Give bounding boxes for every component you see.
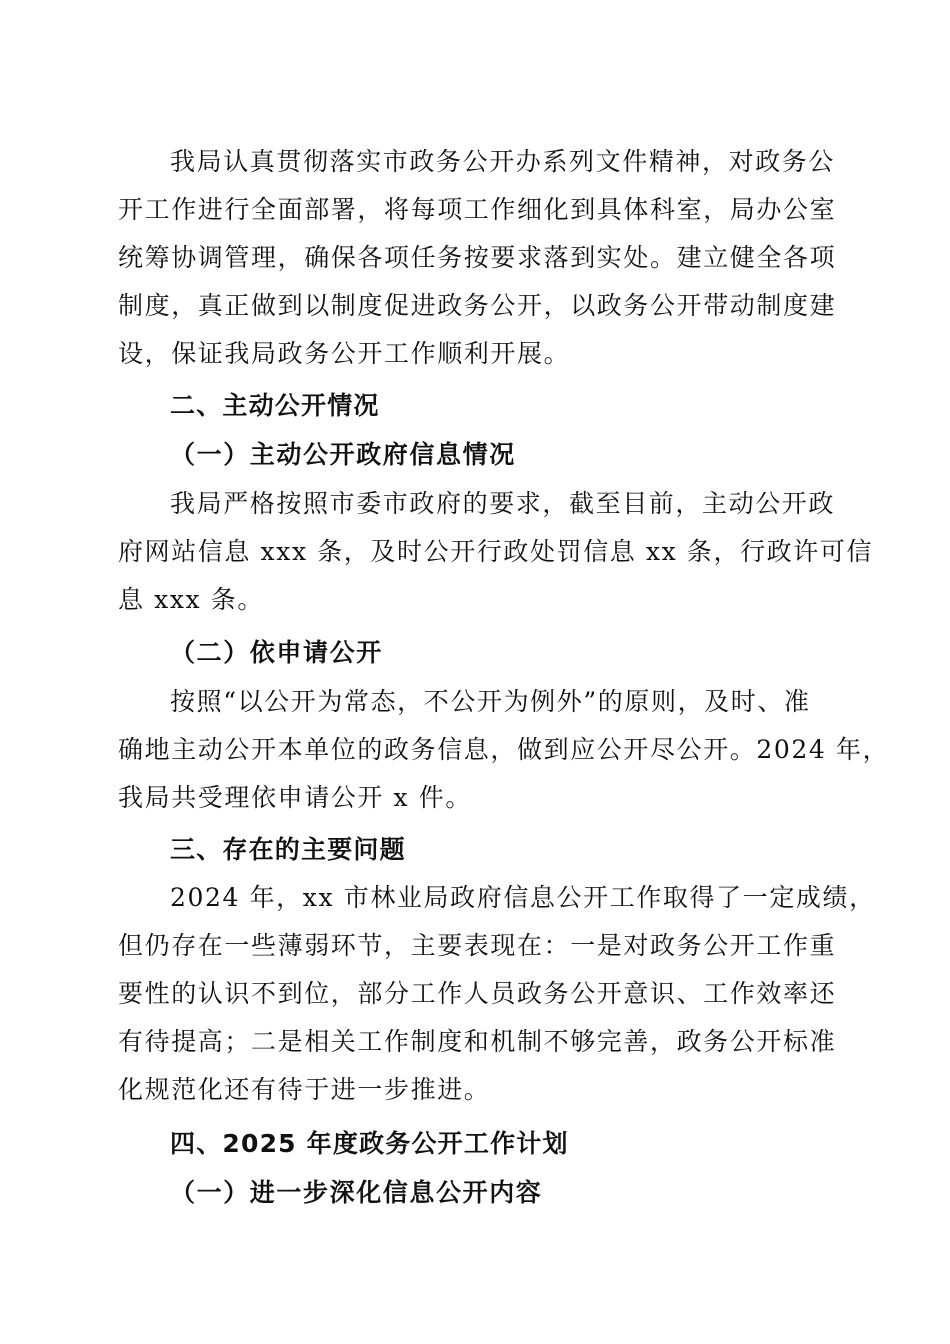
text-line: 息 xxx 条。 <box>118 585 264 614</box>
document-body <box>118 138 890 1218</box>
paragraph-main-problems <box>118 874 876 1114</box>
text-line: 但仍存在一些薄弱环节，主要表现在：一是对政务公开工作重 <box>118 931 837 960</box>
text-line: 制度，真正做到以制度促进政务公开，以政务公开带动制度建 <box>118 291 837 320</box>
text-line: 统筹协调管理，确保各项任务按要求落到实处。建立健全各项 <box>118 243 837 272</box>
text-line: 我局严格按照市委市政府的要求，截至目前，主动公开政 <box>170 489 836 518</box>
text-line: 我局共受理依申请公开 x 件。 <box>118 783 472 812</box>
text-line: 有待提高；二是相关工作制度和机制不够完善，政务公开标准 <box>118 1027 837 1056</box>
text-line: 我局认真贯彻落实市政务公开办系列文件精神，对政务公 <box>170 147 836 176</box>
text-line: 2024 年，xx 市林业局政府信息公开工作取得了一定成绩， <box>170 883 876 912</box>
paragraph-proactive-disclosure <box>118 480 874 624</box>
text-line: 开工作进行全面部署，将每项工作细化到具体科室，局办公室 <box>118 195 837 224</box>
subsection-heading-4-1: （一）进一步深化信息公开内容 <box>170 1178 543 1207</box>
subsection-heading-2-2: （二）依申请公开 <box>170 638 383 667</box>
text-line: 化规范化还有待于进一步推进。 <box>118 1075 491 1104</box>
text-line: 按照“以公开为常态，不公开为例外”的原则，及时、准 <box>170 687 811 716</box>
paragraph-work-deployment <box>118 138 837 378</box>
paragraph-request-disclosure <box>118 678 890 822</box>
text-line: 要性的认识不到位，部分工作人员政务公开意识、工作效率还 <box>118 979 837 1008</box>
text-line: 设，保证我局政务公开工作顺利开展。 <box>118 339 571 368</box>
section-heading-2: 二、主动公开情况 <box>170 391 380 420</box>
text-line: 府网站信息 xxx 条，及时公开行政处罚信息 xx 条，行政许可信 <box>118 537 874 566</box>
text-line: 确地主动公开本单位的政务信息，做到应公开尽公开。2024 年， <box>118 735 890 764</box>
section-heading-4: 四、2025 年度政务公开工作计划 <box>170 1129 569 1158</box>
subsection-heading-2-1: （一）主动公开政府信息情况 <box>170 440 516 469</box>
section-heading-3: 三、存在的主要问题 <box>170 835 406 864</box>
